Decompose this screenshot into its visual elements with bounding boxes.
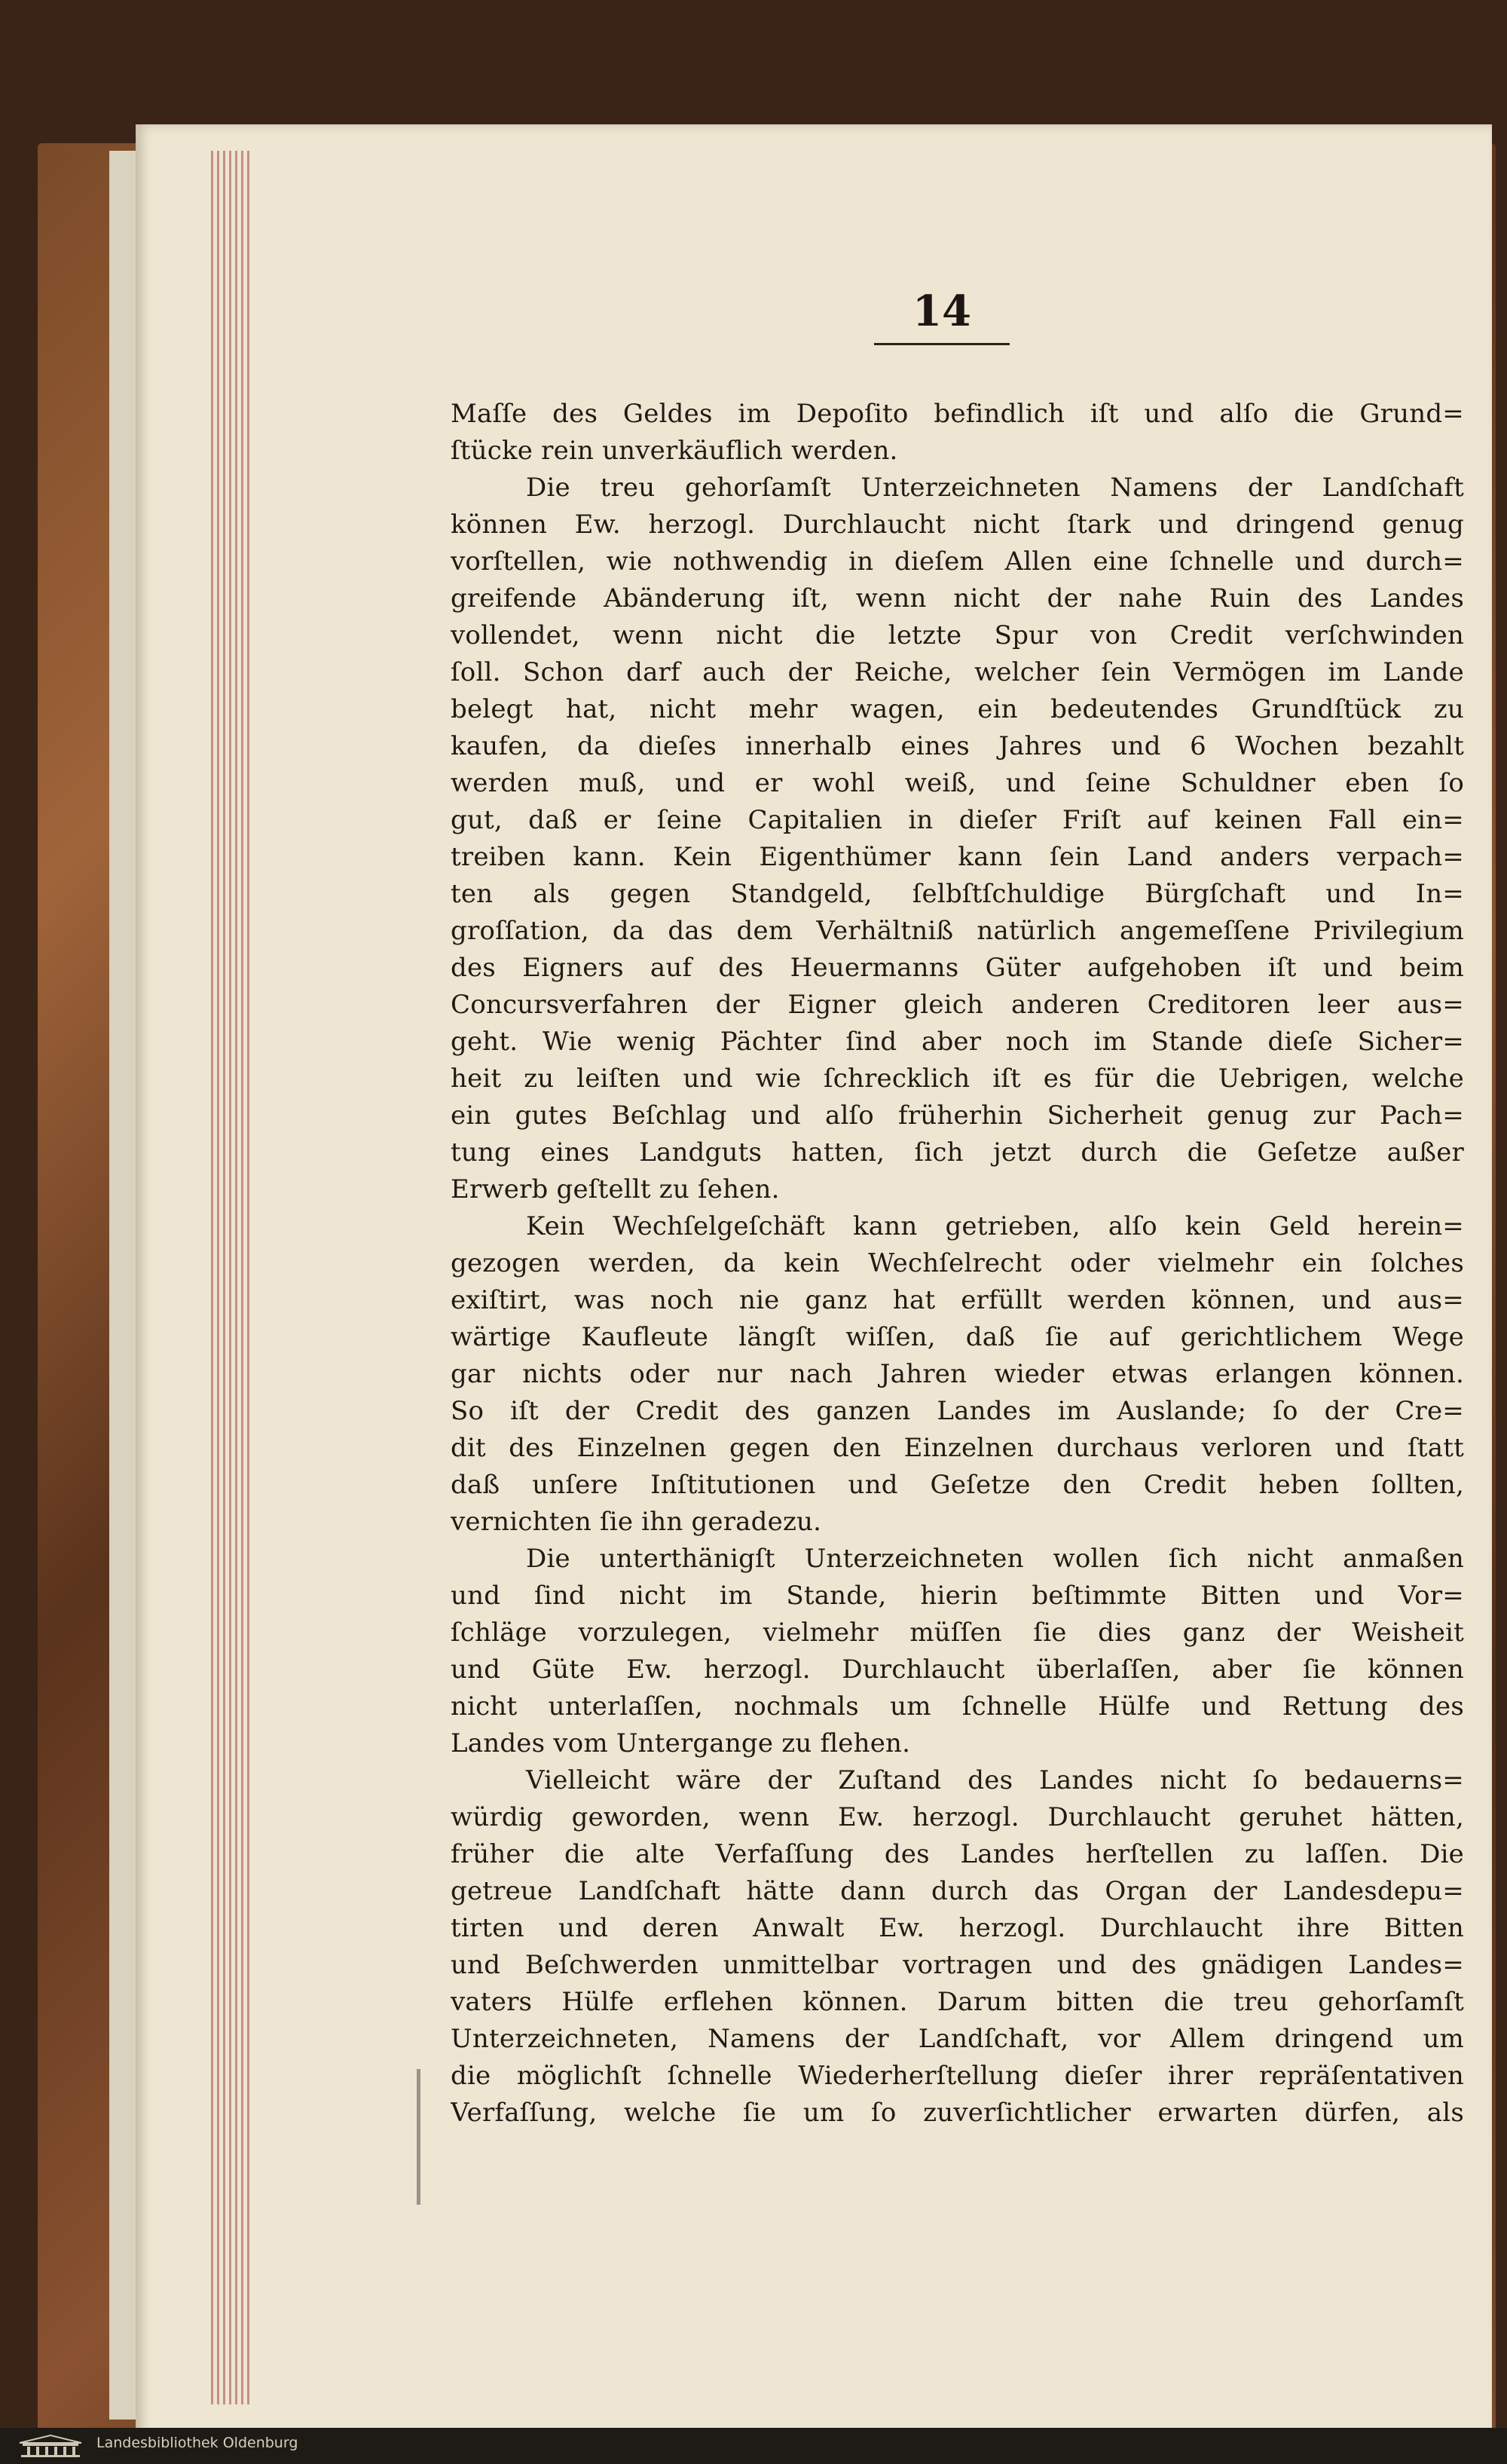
text-line: Concursverfahren der Eigner gleich anderen Creditoren leer aus= xyxy=(451,990,1464,1020)
text-line: daß unſere Inſtitutionen und Geſetze den Credit heben ſollten, xyxy=(451,1470,1464,1500)
text-line: groſſation, da das dem Verhältniß natürlich angemeſſene Privilegium xyxy=(451,916,1464,946)
page-number-rule xyxy=(874,343,1010,345)
text-line: nicht unterlaſſen, nochmals um ſchnelle Hülfe und Rettung des xyxy=(451,1691,1464,1722)
text-line: können Ew. herzogl. Durchlaucht nicht ſtark und dringend genug xyxy=(451,510,1464,540)
text-line: gut, daß er ſeine Capitalien in dieſer Friſt auf keinen Fall ein= xyxy=(451,805,1464,835)
text-line: geht. Wie wenig Pächter ſind aber noch im Stande dieſe Sicher= xyxy=(451,1027,1464,1057)
text-line: Vielleicht wäre der Zuſtand des Landes nicht ſo bedauerns= xyxy=(526,1765,1464,1795)
text-line: vollendet, wenn nicht die letzte Spur von Credit verſchwinden xyxy=(451,620,1464,650)
text-line: und Beſchwerden unmittelbar vortragen und des gnädigen Landes= xyxy=(451,1950,1464,1980)
text-line: dit des Einzelnen gegen den Einzelnen durchaus verloren und ſtatt xyxy=(451,1433,1464,1463)
page-body-text xyxy=(451,396,1464,2132)
text-line: Erwerb geſtellt zu ſehen. xyxy=(451,1174,780,1204)
footer-bar xyxy=(0,2428,1507,2464)
text-line: die möglichſt ſchnelle Wiederherſtellung dieſer ihrer repräſentativen xyxy=(451,2061,1464,2091)
text-line: gezogen werden, da kein Wechſelrecht oder vielmehr ein ſolches xyxy=(451,1248,1464,1278)
text-line: und Güte Ew. herzogl. Durchlaucht überlaſſen, aber ſie können xyxy=(451,1654,1464,1685)
text-line: Kein Wechſelgeſchäft kann getrieben, alſo kein Geld herein= xyxy=(526,1211,1464,1241)
text-line: Unterzeichneten, Namens der Landſchaft, vor Allem dringend um xyxy=(451,2024,1464,2054)
text-line: exiſtirt, was noch nie ganz hat erfüllt werden können, und aus= xyxy=(451,1285,1464,1315)
text-line: vernichten ſie ihn geradezu. xyxy=(451,1507,822,1537)
text-line: treiben kann. Kein Eigenthümer kann ſein Land anders verpach= xyxy=(451,842,1464,872)
text-line: Landes vom Untergange zu flehen. xyxy=(451,1728,911,1758)
library-name: Landesbibliothek Oldenburg xyxy=(96,2435,298,2451)
text-line: greifende Abänderung iſt, wenn nicht der nahe Ruin des Landes xyxy=(451,583,1464,614)
text-line: gar nichts oder nur nach Jahren wieder etwas erlangen können. xyxy=(451,1359,1464,1389)
text-line: Die treu gehorſamſt Unterzeichneten Namens der Landſchaft xyxy=(526,473,1464,503)
text-line: heit zu leiſten und wie ſchrecklich iſt es für die Uebrigen, welche xyxy=(451,1064,1464,1094)
text-line: ten als gegen Standgeld, ſelbſtſchuldige Bürgſchaft und In= xyxy=(451,879,1464,909)
text-line: getreue Landſchaft hätte dann durch das Organ der Landesdepu= xyxy=(451,1876,1464,1906)
text-line: vorſtellen, wie nothwendig in dieſem Allen eine ſchnelle und durch= xyxy=(451,546,1464,577)
text-line: Verfaſſung, welche ſie um ſo zuverſichtlicher erwarten dürfen, als xyxy=(451,2098,1464,2128)
text-line: werden muß, und er wohl weiß, und ſeine Schuldner eben ſo xyxy=(451,768,1464,798)
text-line: So iſt der Credit des ganzen Landes im Auslande; ſo der Cre= xyxy=(451,1396,1464,1426)
text-line: Maſſe des Geldes im Depoſito befindlich iſt und alſo die Grund= xyxy=(451,399,1464,429)
text-line: kaufen, da dieſes innerhalb eines Jahres und 6 Wochen bezahlt xyxy=(451,731,1464,761)
text-line: ſoll. Schon darf auch der Reiche, welcher ſein Vermögen im Lande xyxy=(451,657,1464,687)
text-line: des Eigners auf des Heuermanns Güter aufgehoben iſt und beim xyxy=(451,953,1464,983)
text-line: und ſind nicht im Stande, hierin beſtimmte Bitten und Vor= xyxy=(451,1581,1464,1611)
text-line: würdig geworden, wenn Ew. herzogl. Durchlaucht geruhet hätten, xyxy=(451,1802,1464,1832)
margin-mark xyxy=(417,2069,420,2205)
text-line: ſchläge vorzulegen, vielmehr müſſen ſie dies ganz der Weisheit xyxy=(451,1618,1464,1648)
text-line: belegt hat, nicht mehr wagen, ein bedeutendes Grundſtück zu xyxy=(451,694,1464,724)
library-building-icon xyxy=(17,2434,84,2458)
text-line: vaters Hülfe erflehen können. Darum bitten die treu gehorſamſt xyxy=(451,1987,1464,2017)
text-line: Die unterthänigſt Unterzeichneten wollen ſich nicht anmaßen xyxy=(526,1544,1464,1574)
text-line: tirten und deren Anwalt Ew. herzogl. Durchlaucht ihre Bitten xyxy=(451,1913,1464,1943)
page-edges xyxy=(211,151,256,2404)
text-line: tung eines Landguts hatten, ſich jetzt durch die Geſetze außer xyxy=(451,1137,1464,1168)
text-line: wärtige Kaufleute längſt wiſſen, daß ſie auf gerichtlichem Wege xyxy=(451,1322,1464,1352)
text-line: ſtücke rein unverkäuflich werden. xyxy=(451,436,898,466)
text-line: ein gutes Beſchlag und alſo früherhin Sicherheit genug zur Pach= xyxy=(451,1100,1464,1131)
text-line: früher die alte Verfaſſung des Landes herſtellen zu laſſen. Die xyxy=(451,1839,1464,1869)
page-number: 14 xyxy=(912,286,971,336)
